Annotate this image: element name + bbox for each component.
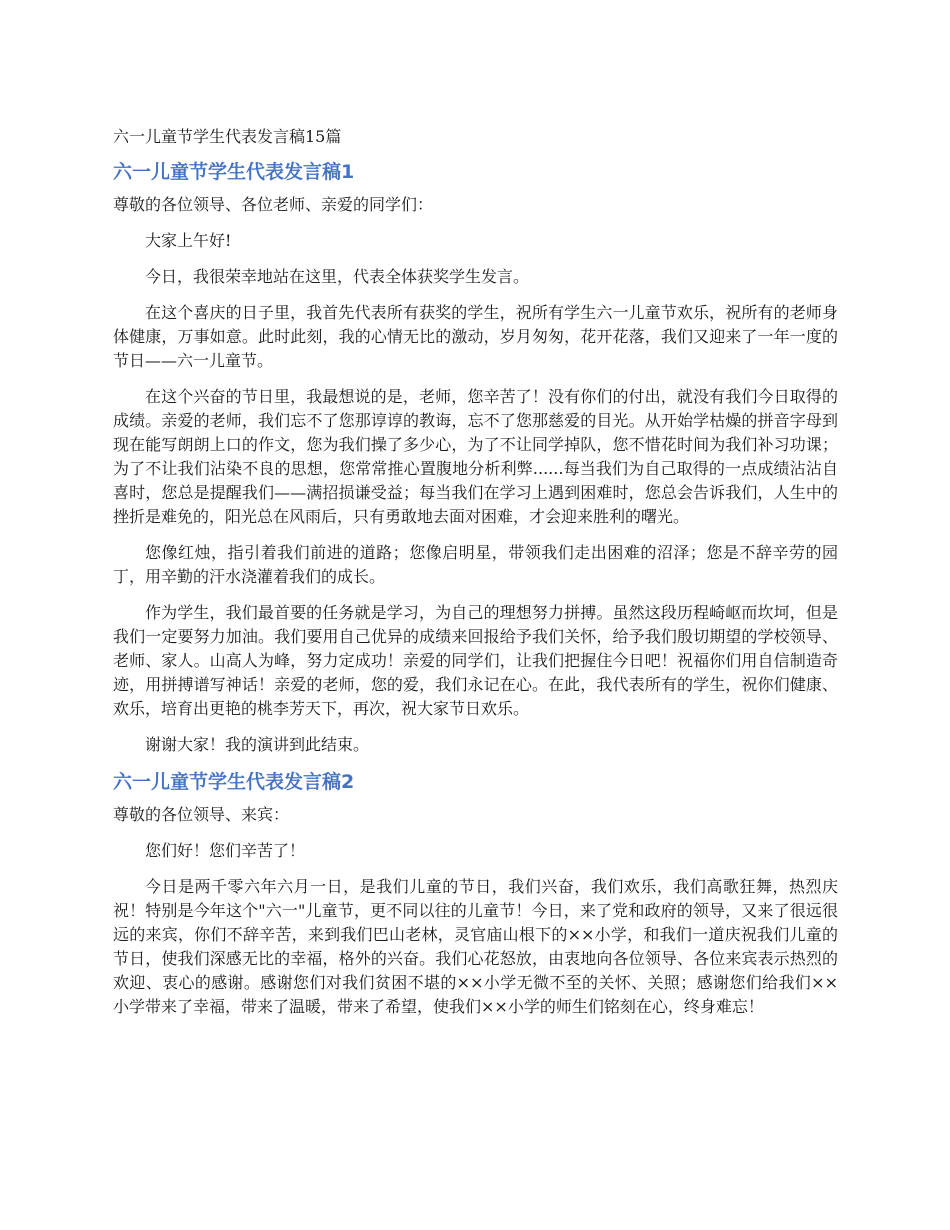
paragraph: 您们好！您们辛苦了！ [145,841,306,860]
section-heading: 六一儿童节学生代表发言稿1 [113,161,355,183]
paragraph: 在这个兴奋的节日里，我最想说的是，老师，您辛苦了！没有你们的付出，就没有我们今日取得的成绩。亲爱的老师，我们忘不了您那谆谆的教诲，忘不了您那慈爱的目光。从开始学枯燥的拼音字母到现在能写朗朗上口的作文，您为我们操了多少心，为了不让同学掉队，您不惜花时间为我们补习功课；为了不让我们沾染不良的思想，您常常推心置腹地分析利弊......每当我们为自己取得的一点成绩沾沾自喜时，您总是提醒我们——满招损谦受益；每当我们在学习上遇到困难时，您总会告诉我们，人生中的挫折是难免的，阳光总在风雨后，只有勇敢地去面对困难，才会迎来胜利的曙光。 [113,387,838,526]
paragraph: 在这个喜庆的日子里，我首先代表所有获奖的学生，祝所有学生六一儿童节欢乐，祝所有的老师身体健康，万事如意。此时此刻，我的心情无比的激动，岁月匆匆，花开花落，我们又迎来了一年一度的节日——六一儿童节。 [113,303,838,370]
section-heading: 六一儿童节学生代表发言稿2 [113,771,355,793]
section-1 [113,159,838,757]
document-title: 六一儿童节学生代表发言稿15篇 [113,127,342,146]
document-page [113,125,838,1031]
paragraph: 今日，我很荣幸地站在这里，代表全体获奖学生发言。 [145,267,530,286]
section-2 [113,769,838,1019]
salutation: 尊敬的各位领导、来宾： [113,805,290,824]
paragraph: 作为学生，我们最首要的任务就是学习，为自己的理想努力拼搏。虽然这段历程崎岖而坎坷，但是我们一定要努力加油。我们要用自己优异的成绩来回报给予我们关怀，给予我们殷切期望的学校领导、老师、家人。山高人为峰，努力定成功！亲爱的同学们，让我们把握住今日吧！祝福你们用自信制造奇迹，用拼搏谱写神话！亲爱的老师，您的爱，我们永记在心。在此，我代表所有的学生，祝你们健康、欢乐，培育出更艳的桃李芳天下，再次，祝大家节日欢乐。 [113,603,838,718]
paragraph: 您像红烛，指引着我们前进的道路；您像启明星，带领我们走出困难的沼泽；您是不辞辛劳的园丁，用辛勤的汗水浇灌着我们的成长。 [113,543,838,586]
paragraph: 今日是两千零六年六月一日，是我们儿童的节日，我们兴奋，我们欢乐，我们高歌狂舞，热烈庆祝！特别是今年这个"六一"儿童节，更不同以往的儿童节！今日，来了党和政府的领导，又来了很远很远的来宾，你们不辞辛苦，来到我们巴山老林，灵官庙山根下的××小学，和我们一道庆祝我们儿童的节日，使我们深感无比的幸福，格外的兴奋。我们心花怒放，由衷地向各位领导、各位来宾表示热烈的欢迎、衷心的感谢。感谢您们对我们贫困不堪的××小学无微不至的关怀、关照；感谢您们给我们××小学带来了幸福，带来了温暖，带来了希望，使我们××小学的师生们铭刻在心，终身难忘！ [113,877,838,1016]
paragraph: 谢谢大家！我的演讲到此结束。 [145,735,370,754]
paragraph: 大家上午好! [145,231,232,250]
salutation: 尊敬的各位领导、各位老师、亲爱的同学们： [113,195,434,214]
